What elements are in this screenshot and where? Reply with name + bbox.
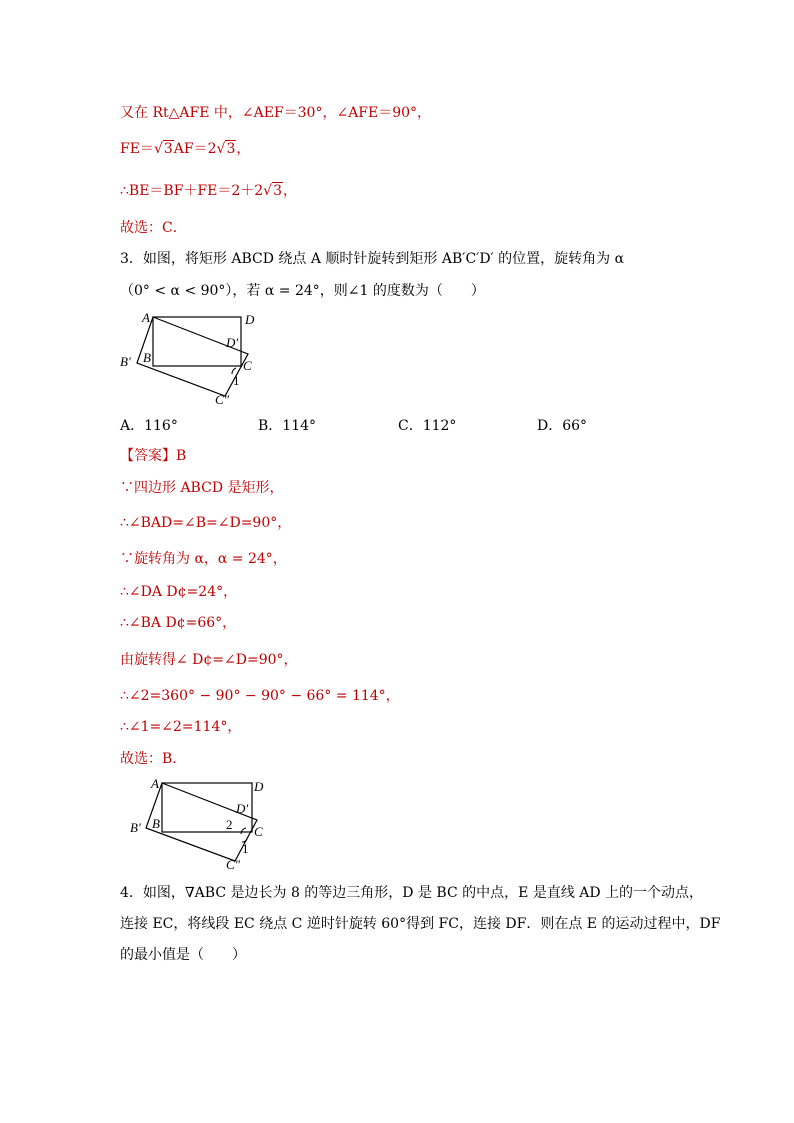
solution-step: ∴∠BAD=∠B=∠D=90°， [120,515,292,531]
solution-step: 故选：B. [120,751,177,767]
option-b[interactable]: B．114° [258,418,317,434]
label-b: B [152,816,160,831]
label-b-prime: B′ [120,354,131,369]
label-b: B [143,350,151,365]
solution-line: FE＝√3AF＝2√3， [120,141,251,157]
label-a: A [142,310,150,325]
label-a: A [151,776,159,791]
label-angle-1: 1 [233,373,240,388]
label-b-prime: B′ [130,820,141,835]
question-4-stem: 的最小值是（ ） [120,947,246,963]
solution-step: ∵旋转角为 α，α = 24°， [120,551,287,567]
question-3-stem: （0° < α < 90°），若 α = 24°，则∠1 的度数为（ ） [120,283,485,299]
solution-step: 由旋转得∠ D¢=∠D=90°， [120,652,298,668]
angle-2-arc [241,828,246,834]
question-4-stem: 连接 EC，将线段 EC 绕点 C 逆时针旋转 60°得到 FC，连接 DF．则在点 E 的运动过程中，DF [120,916,721,932]
label-d-prime: D′ [236,801,249,816]
label-angle-1: 1 [242,841,249,856]
question-3-figure [115,308,265,408]
solution-line: ∴BE＝BF＋FE＝2＋2√3， [120,183,298,199]
solution-line: 又在 Rt△AFE 中，∠AEF＝30°，∠AFE＝90°， [120,105,432,121]
option-a[interactable]: A．116° [120,418,178,434]
rectangle-ab1c1d1 [137,317,248,396]
solution-step: ∴∠BA D¢=66°， [120,615,237,631]
answer-tag: 【答案】B [120,448,187,464]
label-c: C [254,824,263,839]
label-d-prime: D′ [226,335,239,350]
question-3-stem: 3．如图，将矩形 ABCD 绕点 A 顺时针旋转到矩形 AB′C′D′ 的位置，旋转角为 α [120,251,625,267]
solution-step: ∴∠DA D¢=24°， [120,584,238,600]
label-c: C [243,358,252,373]
option-c[interactable]: C．112° [398,418,457,434]
solution-step: ∴∠1=∠2=114°， [120,719,242,735]
label-angle-2: 2 [226,817,233,832]
label-c-prime: C″ [226,857,241,872]
rectangle-ab1c1d1 [146,783,257,861]
solution-step: ∵四边形 ABCD 是矩形， [120,480,284,496]
label-d: D [245,312,255,327]
solution-figure [120,772,275,872]
solution-line: 故选：C． [120,220,187,236]
question-4-stem: 4．如图，∇ABC 是边长为 8 的等边三角形，D 是 BC 的中点，E 是直线 AD 上的一个动点， [120,885,704,901]
option-d[interactable]: D．66° [537,418,588,434]
label-d: D [254,779,264,794]
solution-step: ∴∠2=360° − 90° − 90° − 66° = 114°， [120,688,400,704]
label-c-prime: C″ [215,392,230,407]
